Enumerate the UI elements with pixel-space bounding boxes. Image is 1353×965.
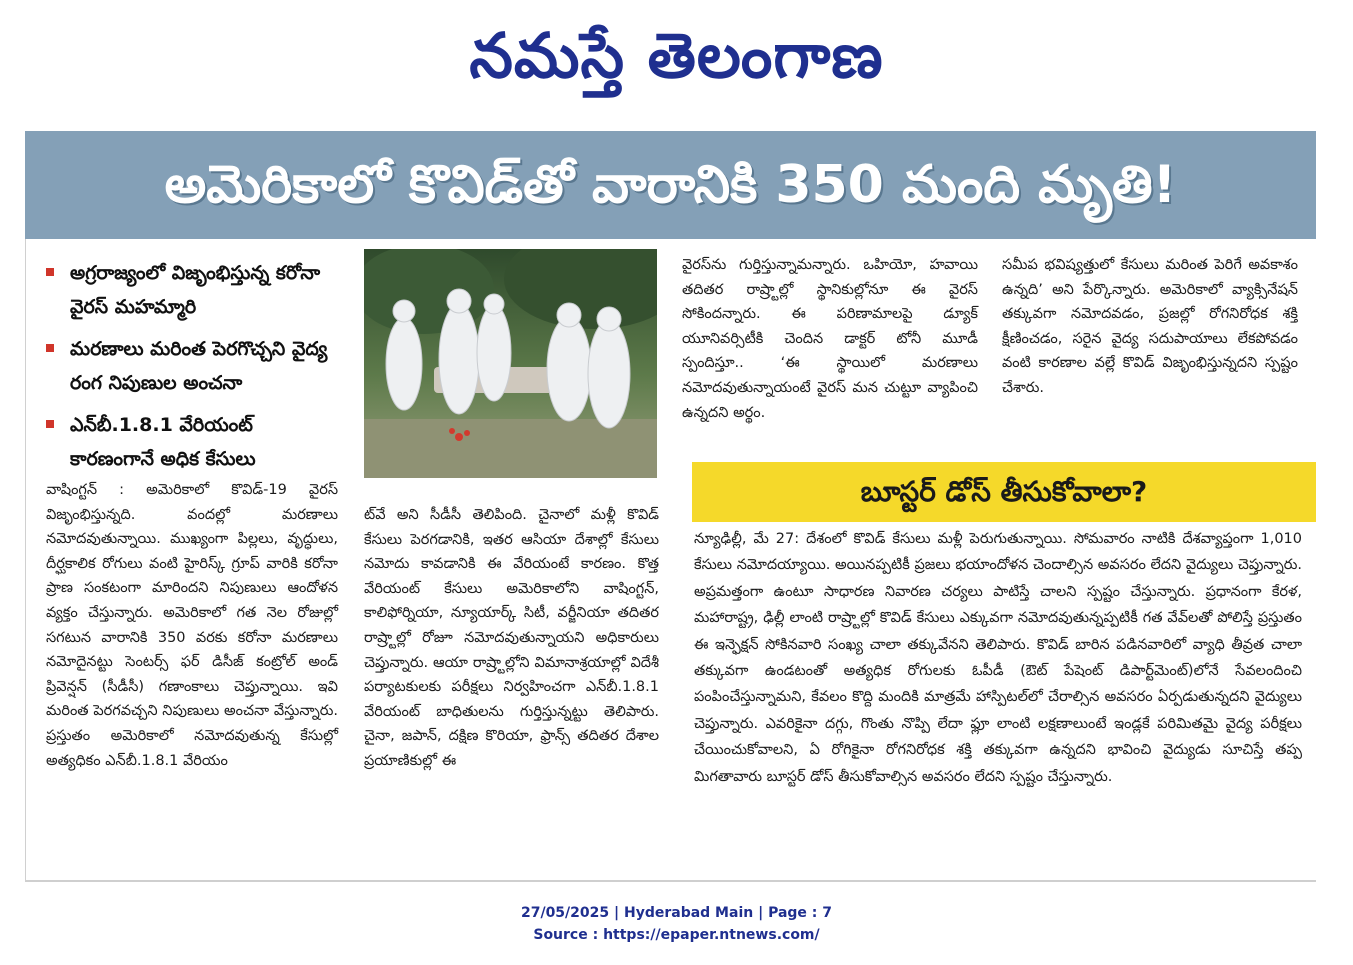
highlight-text: అగ్రరాజ్యంలో విజృంభిస్తున్న కరోనా వైరస్‌ మహమ్మారి	[70, 262, 321, 318]
article-text: సమీప భవిష్యత్తులో కేసులు మరింత పెరిగే అవకాశం ఉన్నది’ అని పేర్కొన్నారు. అమెరికాలో వ్యాక్సినేషన్‌ తక్కువగా నమోదవడం, ప్రజల్లో రోగనిరోధక శక్తి క్షీణించడం, సరైన వైద్య సదుపాయాలు లేకపోవడం వంటి కారణాల వల్లే కొవిడ్‌ విజృంభిస్తున్నదని స్పష్టం చేశారు.	[1002, 257, 1298, 396]
article-text: వాషింగ్టన్‌ : అమెరికాలో కొవిడ్‌-19 వైరస్‌ విజృంభిస్తున్నది. వందల్లో మరణాలు నమోదవుతున్నాయి. ముఖ్యంగా పిల్లలు, వృద్ధులు, దీర్ఘకాలిక రోగులు వంటి హైరిస్క్‌ గ్రూప్‌ వారికి కరోనా ప్రాణ సంకటంగా మారిందని నిపుణులు ఆందోళన వ్యక్తం చేస్తున్నారు. అమెరికాలో గత నెల రోజుల్లో సగటున వారానికి 350 వరకు కరోనా మరణాలు నమోదైనట్టు సెంటర్స్‌ ఫర్‌ డిసీజ్‌ కంట్రోల్‌ అండ్‌ ప్రివెన్షన్‌ (సీడీసీ) గణాంకాలు చెప్తున్నాయి. ఇవి మరింత పెరగవచ్చని నిపుణులు అంచనా వేస్తున్నారు. ప్రస్తుతం అమెరికాలో నమోదవుతున్న కేసుల్లో అత్యధికం ఎన్‌బీ.1.8.1 వేరియం	[46, 482, 338, 769]
headline: అమెరికాలో కొవిడ్‌తో వారానికి 350 మంది మృతి!	[164, 155, 1177, 215]
bottom-divider	[25, 880, 1316, 882]
bullet-square-icon	[46, 344, 54, 352]
bullet-square-icon	[46, 420, 54, 428]
sidebar-title: బూస్టర్‌ డోస్‌ తీసుకోవాలా?	[860, 475, 1148, 508]
footer-source: Source : https://epaper.ntnews.com/	[533, 927, 820, 943]
article-column-2	[364, 503, 659, 774]
highlight-item	[44, 256, 334, 324]
highlight-item	[44, 332, 334, 400]
page-footer	[0, 902, 1353, 946]
masthead	[0, 8, 1353, 108]
highlight-text: ఎన్‌బీ.1.8.1 వేరియంట్‌ కారణంగానే అధిక కేసులు	[70, 414, 256, 470]
footer-date-edition: 27/05/2025 | Hyderabad Main | Page : 7	[520, 905, 833, 921]
article-text: ట్‌వే అని సీడీసీ తెలిపింది. చైనాలో మళ్లీ కొవిడ్‌ కేసులు పెరగడానికి, ఇతర ఆసియా దేశాల్లో కేసులు నమోదు కావడానికి ఈ వేరియంటే కారణం. కొత్త వేరియంట్‌ కేసులు అమెరికాలోని వాషింగ్టన్‌, కాలిఫోర్నియా, న్యూయార్క్‌ సిటీ, వర్జీనియా తదితర రాష్ర్టాల్లో రోజూ నమోదవుతున్నాయని అధికారులు చెప్తున్నారు. ఆయా రాష్ర్టాల్లోని విమానాశ్రయాల్లో విదేశీ పర్యాటకులకు పరీక్షలు నిర్వహించగా ఎన్‌బీ.1.8.1 వేరియంట్‌ బాధితులను గుర్తిస్తున్నట్టు తెలిపారు. చైనా, జపాన్‌, దక్షిణ కొరియా, ఫ్రాన్స్‌ తదితర దేశాల ప్రయాణికుల్లో ఈ	[364, 507, 659, 769]
column-divider	[25, 239, 26, 880]
article-column-4	[1002, 253, 1298, 401]
article-text: వైరస్‌ను గుర్తిస్తున్నామన్నారు. ఒహియో, హవాయి తదితర రాష్ర్టాల్లో స్థానికుల్లోనూ ఈ వైరస్‌ సోకిందన్నారు. ఈ పరిణామాలపై డ్యూక్‌ యూనివర్సిటీకి చెందిన డాక్టర్‌ టోనీ మూడీ స్పందిస్తూ.. ‘ఈ స్థాయిలో మరణాలు నమోదవుతున్నాయంటే వైరస్‌ మన చుట్టూ వ్యాపించి ఉన్నదని అర్థం.	[682, 257, 978, 421]
news-photo	[364, 249, 657, 478]
article-column-1	[46, 478, 338, 773]
bullet-square-icon	[46, 268, 54, 276]
highlight-item	[44, 408, 334, 476]
highlight-text: మరణాలు మరింత పెరగొచ్చని వైద్య రంగ నిపుణుల అంచనా	[70, 338, 328, 394]
article-column-3	[682, 253, 978, 425]
sidebar-title-box	[692, 462, 1316, 522]
headline-banner	[25, 131, 1316, 239]
highlights-list	[44, 256, 334, 484]
newspaper-logo: నమస్తే తెలంగాణ	[469, 19, 884, 92]
sidebar-text: న్యూఢిల్లీ, మే 27: దేశంలో కొవిడ్‌ కేసులు మళ్లీ పెరుగుతున్నాయి. సోమవారం నాటికి దేశవ్యాప్తంగా 1,010 కేసులు నమోదయ్యాయి. అయినప్పటికీ ప్రజలు భయాందోళన చెందాల్సిన అవసరం లేదని వైద్యులు చెప్తున్నారు. అప్రమత్తంగా ఉంటూ సాధారణ నివారణ చర్యలు పాటిస్తే చాలని స్పష్టం చేస్తున్నారు. ప్రధానంగా కేరళ, మహారాష్ట్ర, ఢిల్లీ లాంటి రాష్ర్టాల్లో కొవిడ్‌ కేసులు ఎక్కువగా నమోదవుతున్నప్పటికీ గత వేవ్‌లతో పోలిస్తే ప్రస్తుతం ఈ ఇన్ఫెక్షన్‌ సోకినవారి సంఖ్య చాలా తక్కువేనని తెలిపారు. కొవిడ్‌ బారిన పడినవారిలో వ్యాధి తీవ్రత చాలా తక్కువగా ఉండటంతో అత్యధిక రోగులకు ఓపీడీ (ఔట్‌ పేషెంట్‌ డిపార్ట్‌మెంట్‌)లోనే సేవలందించి పంపించేస్తున్నామని, కేవలం కొద్ది మందికి మాత్రమే హాస్పిటల్‌లో చేరాల్సిన అవసరం ఏర్పడుతున్నదని వైద్యులు చెప్తున్నారు. ఎవరికైనా దగ్గు, గొంతు నొప్పి లేదా ఫ్లూ లాంటి లక్షణాలుంటే ఇండ్లకే పరిమితమై వైద్య పరీక్షలు చేయించుకోవాలని, ఏ రోగికైనా రోగనిరోధక శక్తి తక్కువగా ఉన్నదని భావించి వైద్యుడు సూచిస్తే తప్ప మిగతావారు బూస్టర్‌ డోస్‌ తీసుకోవాల్సిన అవసరం లేదని స్పష్టం చేస్తున్నారు.	[694, 531, 1302, 785]
sidebar-article	[694, 526, 1302, 790]
